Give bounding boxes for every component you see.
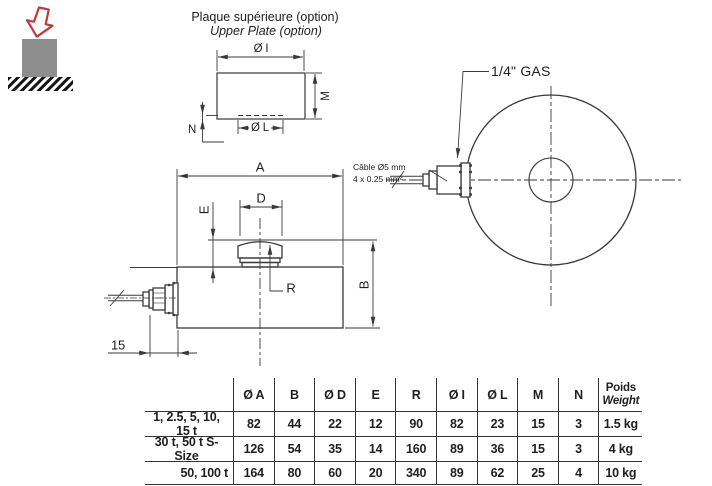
col-header-n: N	[558, 378, 599, 411]
compression-load-icon	[8, 6, 73, 91]
cell: 44	[274, 411, 315, 436]
cell: 23	[477, 411, 518, 436]
col-header-diameter-a: Ø A	[233, 378, 274, 411]
dim-label-a: A	[255, 159, 265, 175]
cell: 14	[355, 436, 396, 461]
row-label: 30 t, 50 t S-Size	[145, 436, 233, 461]
cell: 15	[517, 436, 558, 461]
dim-label-b: B	[356, 280, 372, 290]
dim-label-r: R	[286, 280, 296, 296]
cell: 62	[477, 461, 518, 486]
table-corner-cell	[145, 378, 233, 411]
dim-label-e: E	[196, 205, 212, 215]
cell: 36	[477, 436, 518, 461]
dim-label-d: D	[256, 190, 266, 206]
col-header-b: B	[274, 378, 315, 411]
red-down-arrow-icon	[24, 6, 55, 40]
dim-label-cable-offset-15: 15	[110, 337, 126, 353]
cell: 4	[558, 461, 599, 486]
cell: 3	[558, 436, 599, 461]
cell: 82	[436, 411, 477, 436]
cable-spec-line2: 4 x 0.25 mm²	[353, 174, 403, 184]
col-header-e: E	[355, 378, 396, 411]
weight-cell: 10 kg	[598, 461, 642, 486]
cell: 35	[314, 436, 355, 461]
weight-header-fr: Poids	[605, 381, 636, 394]
side-view	[104, 169, 380, 366]
cable-spec-line1: Câble Ø5 mm	[353, 162, 406, 172]
cell: 15	[517, 411, 558, 436]
row-label: 1, 2.5, 5, 10, 15 t	[145, 411, 233, 436]
weight-cell: 4 kg	[598, 436, 642, 461]
cell: 160	[395, 436, 436, 461]
cell: 89	[436, 461, 477, 486]
dim-label-m: M	[320, 91, 332, 101]
cell: 164	[233, 461, 274, 486]
cell: 60	[314, 461, 355, 486]
cell: 3	[558, 411, 599, 436]
dim-label-diameter-i: Ø I	[253, 43, 269, 55]
dim-label-n: N	[187, 124, 197, 136]
weight-cell: 1.5 kg	[598, 411, 642, 436]
dimensions-table	[145, 378, 642, 485]
cell: 126	[233, 436, 274, 461]
cell: 340	[395, 461, 436, 486]
cell: 20	[355, 461, 396, 486]
top-view	[386, 72, 681, 308]
thread-size-label: 1/4" GAS	[491, 63, 551, 79]
col-header-r: R	[395, 378, 436, 411]
cell: 22	[314, 411, 355, 436]
weight-header-en: Weight	[602, 394, 640, 407]
cell: 82	[233, 411, 274, 436]
dim-label-diameter-l: Ø L	[251, 122, 269, 134]
cell: 90	[395, 411, 436, 436]
col-header-diameter-d: Ø D	[314, 378, 355, 411]
cell: 80	[274, 461, 315, 486]
cell: 54	[274, 436, 315, 461]
upper-plate-title-fr: Plaque supérieure (option)	[191, 10, 339, 24]
col-header-diameter-l: Ø L	[477, 378, 518, 411]
cell: 89	[436, 436, 477, 461]
col-header-diameter-i: Ø I	[436, 378, 477, 411]
col-header-m: M	[517, 378, 558, 411]
col-header-weight	[598, 378, 642, 411]
row-label: 50, 100 t	[145, 461, 233, 486]
cell: 12	[355, 411, 396, 436]
upper-plate-title-en: Upper Plate (option)	[210, 24, 322, 38]
cell: 25	[517, 461, 558, 486]
